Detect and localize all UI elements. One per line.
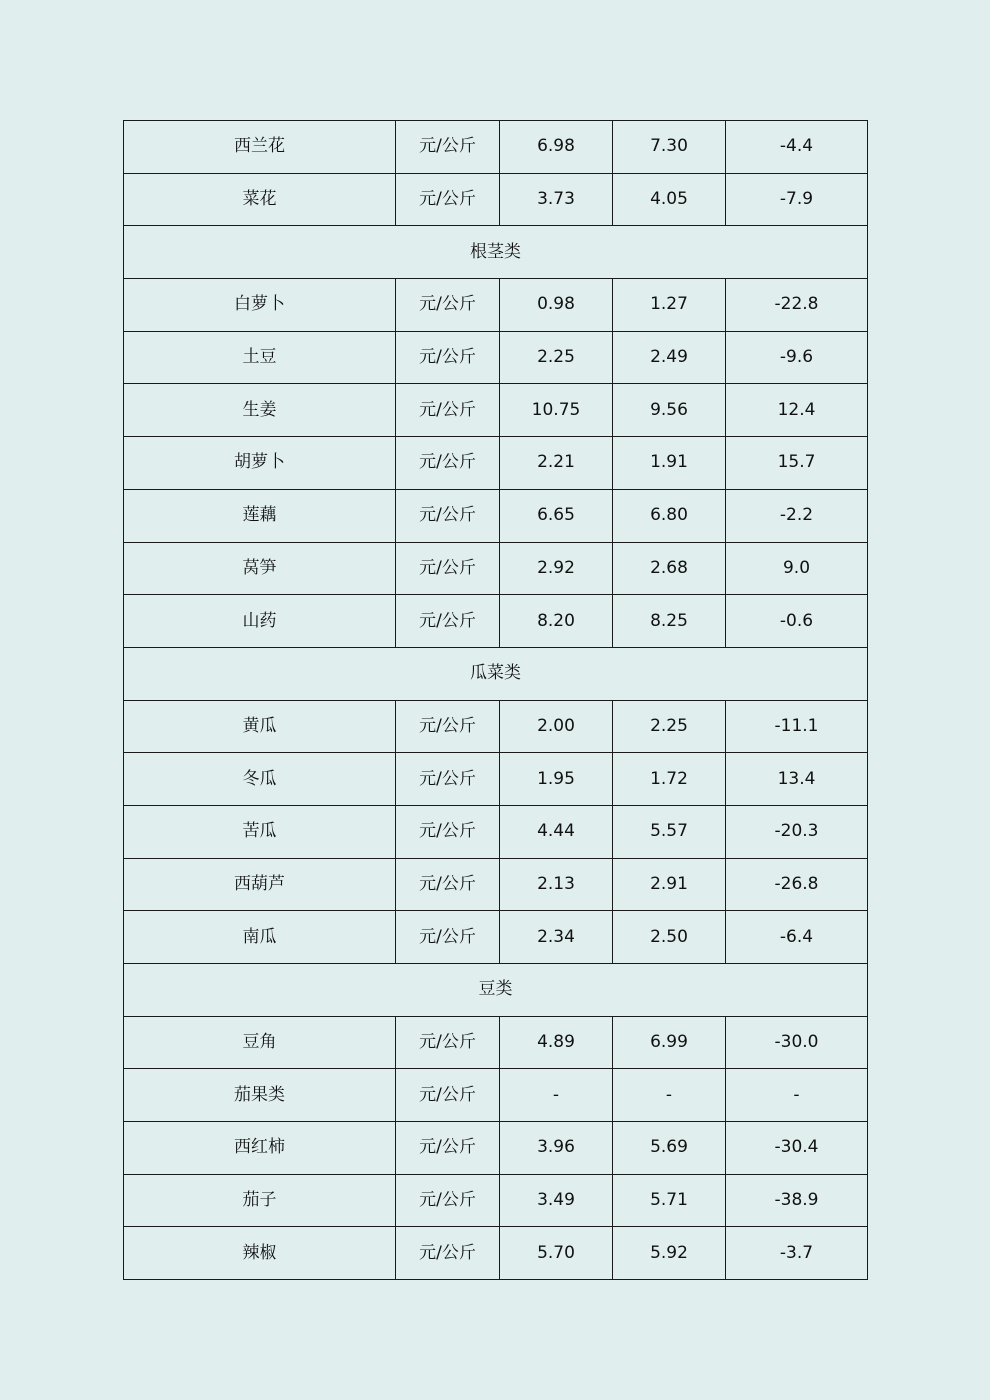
item-name-cell: 山药 bbox=[124, 595, 396, 648]
unit-cell: 元/公斤 bbox=[396, 805, 500, 858]
change-percent-cell: -30.0 bbox=[726, 1016, 868, 1069]
current-price-cell: 3.49 bbox=[500, 1174, 613, 1227]
change-percent-cell: 12.4 bbox=[726, 384, 868, 437]
item-name-cell: 豆角 bbox=[124, 1016, 396, 1069]
unit-cell: 元/公斤 bbox=[396, 1174, 500, 1227]
previous-price-cell: 8.25 bbox=[613, 595, 726, 648]
current-price-cell: 1.95 bbox=[500, 753, 613, 806]
table-row bbox=[124, 1174, 868, 1227]
table-row bbox=[124, 1122, 868, 1175]
unit-cell: 元/公斤 bbox=[396, 331, 500, 384]
change-percent-cell: -6.4 bbox=[726, 911, 868, 964]
item-name-cell: 生姜 bbox=[124, 384, 396, 437]
table-row bbox=[124, 911, 868, 964]
item-name-cell: 菜花 bbox=[124, 173, 396, 226]
table-row bbox=[124, 700, 868, 753]
change-percent-cell: -7.9 bbox=[726, 173, 868, 226]
table-row bbox=[124, 1227, 868, 1280]
current-price-cell: 4.89 bbox=[500, 1016, 613, 1069]
current-price-cell: 8.20 bbox=[500, 595, 613, 648]
change-percent-cell: -26.8 bbox=[726, 858, 868, 911]
previous-price-cell: 6.80 bbox=[613, 489, 726, 542]
previous-price-cell: 5.71 bbox=[613, 1174, 726, 1227]
change-percent-cell: -3.7 bbox=[726, 1227, 868, 1280]
change-percent-cell: -20.3 bbox=[726, 805, 868, 858]
current-price-cell: 0.98 bbox=[500, 279, 613, 332]
current-price-cell: 2.13 bbox=[500, 858, 613, 911]
item-name-cell: 西葫芦 bbox=[124, 858, 396, 911]
item-name-cell: 苦瓜 bbox=[124, 805, 396, 858]
current-price-cell: 2.34 bbox=[500, 911, 613, 964]
change-percent-cell: 13.4 bbox=[726, 753, 868, 806]
previous-price-cell: 9.56 bbox=[613, 384, 726, 437]
change-percent-cell: - bbox=[726, 1069, 868, 1122]
category-row bbox=[124, 964, 868, 1017]
table-row bbox=[124, 437, 868, 490]
previous-price-cell: 5.57 bbox=[613, 805, 726, 858]
change-percent-cell: -0.6 bbox=[726, 595, 868, 648]
item-name-cell: 西红柿 bbox=[124, 1122, 396, 1175]
previous-price-cell: 5.92 bbox=[613, 1227, 726, 1280]
item-name-cell: 冬瓜 bbox=[124, 753, 396, 806]
table-row bbox=[124, 384, 868, 437]
category-row bbox=[124, 226, 868, 279]
unit-cell: 元/公斤 bbox=[396, 700, 500, 753]
table-row bbox=[124, 279, 868, 332]
previous-price-cell: 1.72 bbox=[613, 753, 726, 806]
unit-cell: 元/公斤 bbox=[396, 489, 500, 542]
unit-cell: 元/公斤 bbox=[396, 753, 500, 806]
category-label: 豆类 bbox=[124, 964, 868, 1017]
table-row bbox=[124, 595, 868, 648]
category-label: 根茎类 bbox=[124, 226, 868, 279]
current-price-cell: 4.44 bbox=[500, 805, 613, 858]
change-percent-cell: -38.9 bbox=[726, 1174, 868, 1227]
current-price-cell: - bbox=[500, 1069, 613, 1122]
change-percent-cell: -4.4 bbox=[726, 121, 868, 174]
previous-price-cell: 5.69 bbox=[613, 1122, 726, 1175]
unit-cell: 元/公斤 bbox=[396, 121, 500, 174]
item-name-cell: 辣椒 bbox=[124, 1227, 396, 1280]
unit-cell: 元/公斤 bbox=[396, 437, 500, 490]
current-price-cell: 2.25 bbox=[500, 331, 613, 384]
current-price-cell: 3.96 bbox=[500, 1122, 613, 1175]
previous-price-cell: 1.91 bbox=[613, 437, 726, 490]
item-name-cell: 西兰花 bbox=[124, 121, 396, 174]
item-name-cell: 茄果类 bbox=[124, 1069, 396, 1122]
previous-price-cell: 2.49 bbox=[613, 331, 726, 384]
previous-price-cell: 2.91 bbox=[613, 858, 726, 911]
unit-cell: 元/公斤 bbox=[396, 1016, 500, 1069]
item-name-cell: 土豆 bbox=[124, 331, 396, 384]
table-row bbox=[124, 331, 868, 384]
unit-cell: 元/公斤 bbox=[396, 1069, 500, 1122]
previous-price-cell: 7.30 bbox=[613, 121, 726, 174]
unit-cell: 元/公斤 bbox=[396, 595, 500, 648]
previous-price-cell: 2.50 bbox=[613, 911, 726, 964]
unit-cell: 元/公斤 bbox=[396, 858, 500, 911]
change-percent-cell: -9.6 bbox=[726, 331, 868, 384]
change-percent-cell: 15.7 bbox=[726, 437, 868, 490]
category-row bbox=[124, 647, 868, 700]
table-row bbox=[124, 173, 868, 226]
current-price-cell: 2.00 bbox=[500, 700, 613, 753]
previous-price-cell: 4.05 bbox=[613, 173, 726, 226]
current-price-cell: 6.65 bbox=[500, 489, 613, 542]
change-percent-cell: -22.8 bbox=[726, 279, 868, 332]
previous-price-cell: 2.25 bbox=[613, 700, 726, 753]
current-price-cell: 3.73 bbox=[500, 173, 613, 226]
unit-cell: 元/公斤 bbox=[396, 279, 500, 332]
current-price-cell: 5.70 bbox=[500, 1227, 613, 1280]
table-row bbox=[124, 753, 868, 806]
change-percent-cell: -30.4 bbox=[726, 1122, 868, 1175]
item-name-cell: 南瓜 bbox=[124, 911, 396, 964]
previous-price-cell: 6.99 bbox=[613, 1016, 726, 1069]
unit-cell: 元/公斤 bbox=[396, 542, 500, 595]
item-name-cell: 白萝卜 bbox=[124, 279, 396, 332]
current-price-cell: 2.21 bbox=[500, 437, 613, 490]
item-name-cell: 黄瓜 bbox=[124, 700, 396, 753]
table-row bbox=[124, 489, 868, 542]
current-price-cell: 6.98 bbox=[500, 121, 613, 174]
item-name-cell: 胡萝卜 bbox=[124, 437, 396, 490]
previous-price-cell: - bbox=[613, 1069, 726, 1122]
table-row bbox=[124, 805, 868, 858]
unit-cell: 元/公斤 bbox=[396, 384, 500, 437]
unit-cell: 元/公斤 bbox=[396, 1122, 500, 1175]
previous-price-cell: 2.68 bbox=[613, 542, 726, 595]
table-row bbox=[124, 121, 868, 174]
item-name-cell: 茄子 bbox=[124, 1174, 396, 1227]
item-name-cell: 莴笋 bbox=[124, 542, 396, 595]
vegetable-price-table bbox=[123, 120, 868, 1280]
change-percent-cell: 9.0 bbox=[726, 542, 868, 595]
current-price-cell: 2.92 bbox=[500, 542, 613, 595]
table-row bbox=[124, 1069, 868, 1122]
current-price-cell: 10.75 bbox=[500, 384, 613, 437]
table-body bbox=[124, 121, 868, 1280]
item-name-cell: 莲藕 bbox=[124, 489, 396, 542]
category-label: 瓜菜类 bbox=[124, 647, 868, 700]
table-row bbox=[124, 1016, 868, 1069]
unit-cell: 元/公斤 bbox=[396, 173, 500, 226]
change-percent-cell: -2.2 bbox=[726, 489, 868, 542]
table-row bbox=[124, 542, 868, 595]
unit-cell: 元/公斤 bbox=[396, 911, 500, 964]
unit-cell: 元/公斤 bbox=[396, 1227, 500, 1280]
previous-price-cell: 1.27 bbox=[613, 279, 726, 332]
table-row bbox=[124, 858, 868, 911]
change-percent-cell: -11.1 bbox=[726, 700, 868, 753]
